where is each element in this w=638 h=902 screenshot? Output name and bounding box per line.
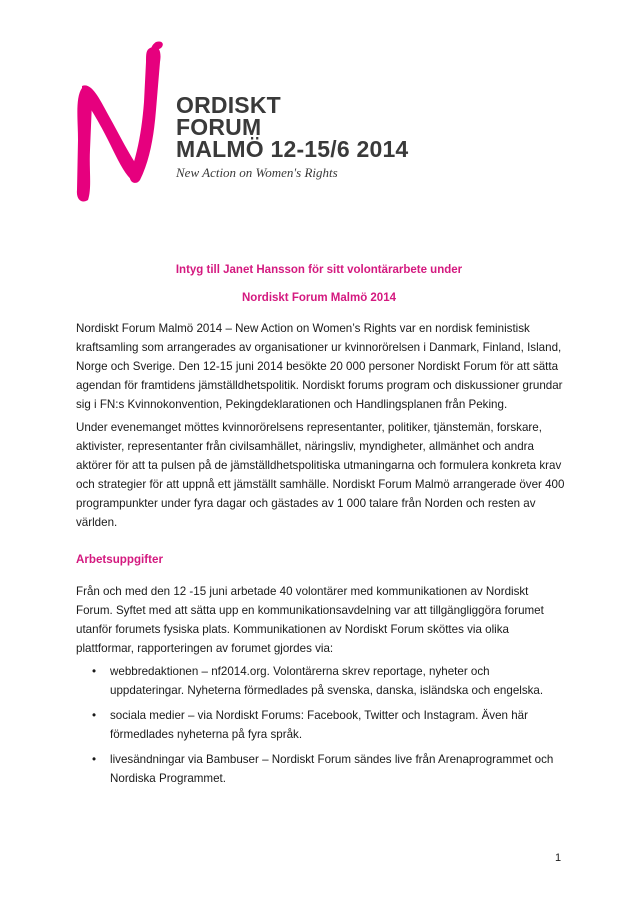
bullet-icon: • bbox=[92, 709, 97, 722]
certificate-subtitle: Nordiskt Forum Malmö 2014 bbox=[241, 292, 396, 304]
event-paragraph: Under evenemanget möttes kvinnorörelsens representanter, politiker, tjänstemän, forskare, aktivister, representanter från civilsamhället, näringsliv, myndigheter, allmänhet och andra aktörer för att ta pulsen på de jämställdhetspolitiska utmaningarna och formulera konkreta krav och strategier för att uppnå ett jämställt samhälle. Nordiskt Forum Malmö arrangerade över 400 programpunkter under fyra dagar och gästades av 1 000 talare från Norden och resten av världen. bbox=[76, 421, 565, 529]
tasks-list bbox=[76, 662, 566, 788]
section-title-arbetsuppgifter: Arbetsuppgifter bbox=[76, 553, 163, 566]
certificate-title: Intyg till Janet Hansson för sitt volontärarbete under bbox=[175, 264, 463, 276]
n-brush-logo-icon bbox=[70, 40, 180, 205]
logo-line-2: FORUM bbox=[176, 114, 262, 140]
list-item bbox=[76, 750, 566, 788]
bullet-icon: • bbox=[92, 753, 97, 766]
logo-text bbox=[176, 94, 408, 181]
list-item-text: livesändningar via Bambuser – Nordiskt Forum sändes live från Arenaprogrammet och Nordiska Programmet. bbox=[110, 753, 554, 785]
intro-paragraph: Nordiskt Forum Malmö 2014 – New Action on Women’s Rights var en nordisk feministisk kraftsamling som arrangerades av organisationer ur kvinnorörelsen i Danmark, Finland, Island, Norge och Sverige. Den 12-15 juni 2014 besökte 20 000 personer Nordiskt Forum för att sätta agendan för framtidens jämställdhetspolitik. Nordiskt forums program och diskussioner grundar sig i FN:s Kvinnokonvention, Pekingdeklarationen och Handlingsplanen från Peking. bbox=[76, 322, 563, 411]
nordiskt-forum-logo bbox=[70, 40, 409, 205]
page-number: 1 bbox=[555, 852, 562, 864]
tasks-paragraph: Från och med den 12 -15 juni arbetade 40 volontärer med kommunikationen av Nordiskt Forum. Syftet med att sätta upp en kommunikationsavdelning var att tillgängliggöra forumet utanför forumets fysiska plats. Kommunikationen av Nordiskt Forum sköttes via olika plattformar, rapporteringen av forumet gjordes via: bbox=[76, 585, 544, 655]
list-item bbox=[76, 706, 566, 744]
logo-tagline: New Action on Women's Rights bbox=[176, 165, 338, 180]
list-item bbox=[76, 662, 566, 700]
logo-line-1: ORDISKT bbox=[176, 92, 281, 118]
document-body bbox=[76, 319, 566, 794]
bullet-icon: • bbox=[92, 665, 97, 678]
list-item-text: sociala medier – via Nordiskt Forums: Facebook, Twitter och Instagram. Även här förmedlades nyheterna på fyra språk. bbox=[110, 709, 528, 741]
logo-line-3: MALMÖ 12-15/6 2014 bbox=[176, 136, 409, 162]
list-item-text: webbredaktionen – nf2014.org. Volontärerna skrev reportage, nyheter och uppdateringar. Nyheterna förmedlades på svenska, danska, isländska och engelska. bbox=[110, 665, 544, 697]
